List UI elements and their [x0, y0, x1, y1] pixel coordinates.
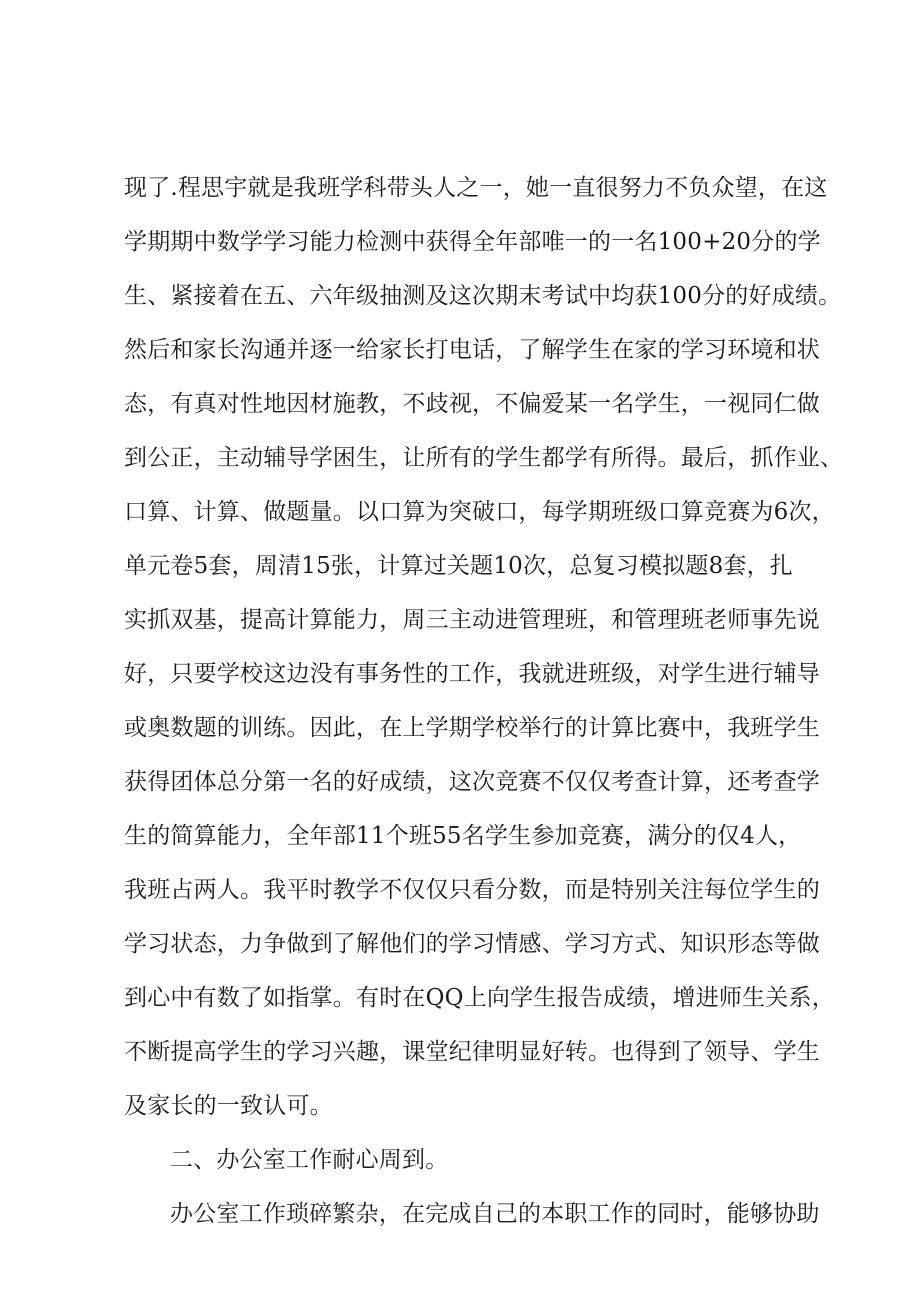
body-text-line: 获得团体总分第一名的好成绩，这次竞赛不仅仅考查计算，还考查学: [124, 769, 820, 795]
body-text-line: 实抓双基，提高计算能力，周三主动进管理班，和管理班老师事先说: [124, 607, 820, 633]
body-text-line: 学期期中数学学习能力检测中获得全年部唯一的一名100+20分的学: [124, 229, 821, 255]
body-text-line: 然后和家长沟通并逐一给家长打电话，了解学生在家的学习环境和状: [124, 337, 820, 363]
body-text-line: 现了.程思宇就是我班学科带头人之一，她一直很努力不负众望，在这: [124, 175, 828, 201]
body-text-line: 生的简算能力，全年部11个班55名学生参加竞赛，满分的仅4人，: [124, 823, 802, 849]
body-text-line: 生、紧接着在五、六年级抽测及这次期末考试中均获100分的好成绩。: [124, 283, 842, 309]
body-text-line: 到公正，主动辅导学困生，让所有的学生都学有所得。最后，抓作业、: [124, 445, 844, 471]
body-text-line: 单元卷5套，周清15张，计算过关题10次，总复习模拟题8套，扎: [124, 553, 793, 579]
paragraph-first-line: 办公室工作琐碎繁杂，在完成自己的本职工作的同时，能够协助: [170, 1201, 820, 1227]
body-text-line: 到心中有数了如指掌。有时在QQ上向学生报告成绩，增进师生关系，: [124, 985, 835, 1011]
body-text-line: 好，只要学校这边没有事务性的工作，我就进班级，对学生进行辅导: [124, 661, 820, 687]
body-text-line: 或奥数题的训练。因此，在上学期学校举行的计算比赛中，我班学生: [124, 715, 820, 741]
body-text-line: 态，有真对性地因材施教，不歧视，不偏爱某一名学生，一视同仁做: [124, 391, 820, 417]
body-text-line: 及家长的一致认可。: [124, 1093, 333, 1119]
section-heading: 二、办公室工作耐心周到。: [170, 1147, 449, 1173]
body-text-line: 不断提高学生的学习兴趣，课堂纪律明显好转。也得到了领导、学生: [124, 1039, 820, 1065]
body-text-line: 我班占两人。我平时教学不仅仅只看分数，而是特别关注每位学生的: [124, 877, 820, 903]
body-text-line: 口算、计算、做题量。以口算为突破口，每学期班级口算竞赛为6次，: [124, 499, 835, 525]
body-text-line: 学习状态，力争做到了解他们的学习情感、学习方式、知识形态等做: [124, 931, 820, 957]
